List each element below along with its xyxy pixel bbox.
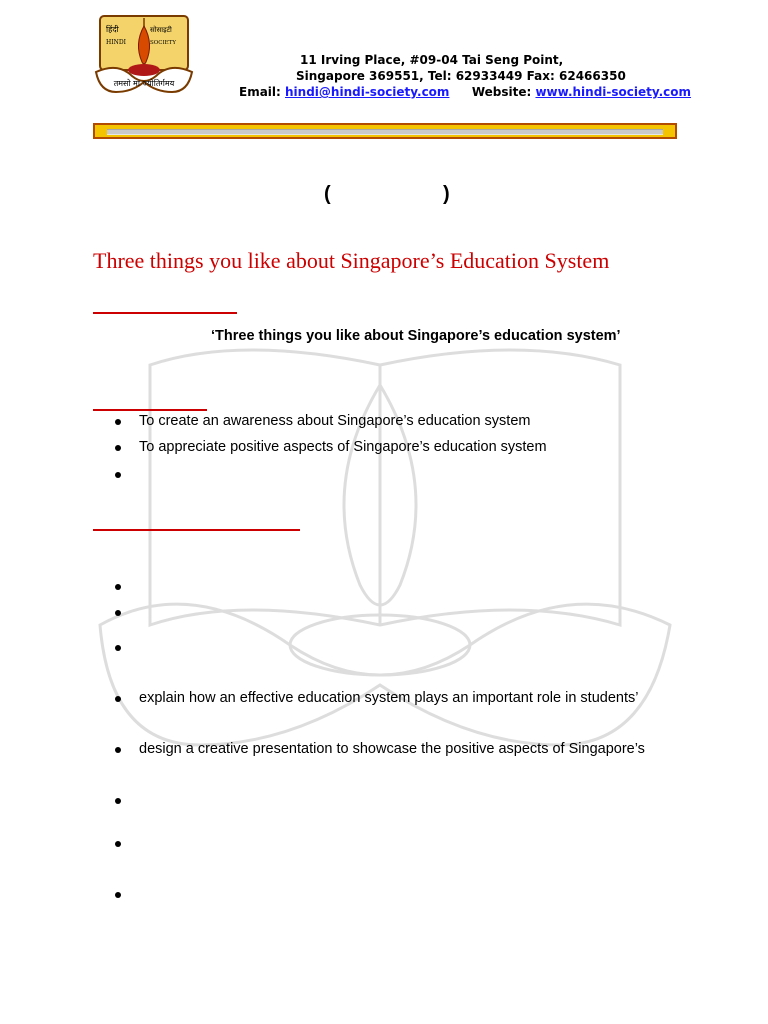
hindi-society-watermark — [90, 325, 680, 785]
logo-top-left-sub: HINDI — [106, 39, 127, 46]
bullet-dot — [115, 696, 121, 702]
bullet-dot — [115, 419, 121, 425]
bullet-dot — [115, 645, 121, 651]
address-line-1: 11 Irving Place, #09-04 Tai Seng Point, — [300, 53, 564, 67]
logo-top-left-text: हिंदी — [106, 25, 119, 34]
bullet-dot — [115, 841, 121, 847]
bullet-dot — [115, 610, 121, 616]
bullet-dot — [115, 584, 121, 590]
email-link[interactable]: hindi@hindi-society.com — [285, 85, 450, 99]
bullet-dot — [115, 747, 121, 753]
logo-motto: तमसो मा ज्योतिर्गमय — [113, 79, 175, 88]
topic-quote: ‘Three things you like about Singapore’s education system’ — [211, 328, 621, 344]
hindi-society-logo — [92, 14, 196, 96]
contact-line — [239, 84, 691, 100]
website-link[interactable]: www.hindi-society.com — [535, 85, 692, 99]
banner-inner-line — [107, 129, 663, 135]
section-heading-underline-topic — [93, 312, 237, 314]
paren-open: ( — [324, 183, 331, 205]
section-heading-underline-outcomes — [93, 529, 300, 531]
website-label: Website: — [471, 85, 532, 99]
header-banner-bar — [93, 123, 677, 139]
address-line-2: Singapore 369551, Tel: 62933449 Fax: 62466350 — [296, 69, 626, 83]
logo-top-right-sub: SOCIETY — [150, 40, 176, 46]
email-label: Email: — [239, 85, 281, 99]
section-heading-underline-objectives — [93, 409, 207, 411]
bullet-dot — [115, 798, 121, 804]
paren-close: ) — [443, 183, 450, 205]
page-title: Three things you like about Singapore’s Education System — [93, 248, 610, 273]
bullet-dot — [115, 892, 121, 898]
logo-top-right-text: सोसाइटी — [150, 26, 172, 34]
bullet-dot — [115, 472, 121, 478]
bullet-dot — [115, 445, 121, 451]
